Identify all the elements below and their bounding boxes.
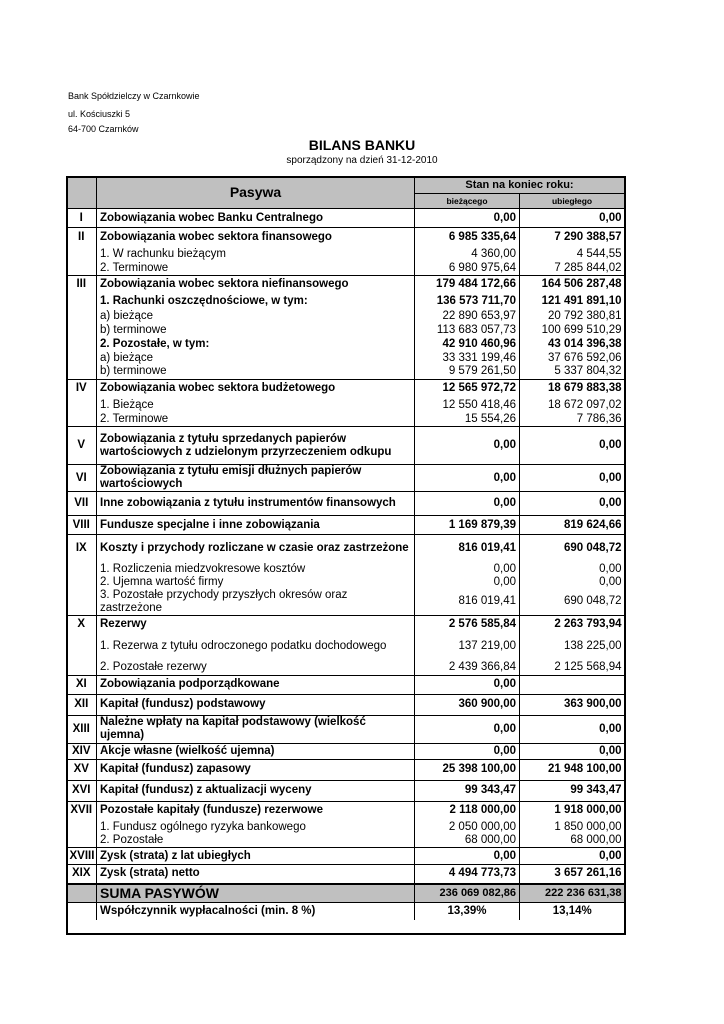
table-row: [67, 228, 625, 247]
row-number: XIX: [71, 867, 91, 880]
row-previous-value: 0,00: [599, 722, 622, 735]
header-current-year: bieżącego: [415, 194, 520, 209]
row-label: 2. Terminowe: [100, 413, 169, 425]
row-current-value: 25 398 100,00: [442, 763, 516, 775]
row-label: Kapitał (fundusz) podstawowy: [100, 698, 266, 710]
row-previous-value: 7 285 844,02: [554, 261, 622, 274]
row-previous-value: 690 048,72: [563, 595, 622, 607]
bank-city: 64-700 Czarnków: [68, 124, 139, 134]
row-label: Akcje własne (wielkość ujemna): [100, 744, 275, 757]
balance-table-body: [67, 177, 625, 884]
row-current-value: 0,00: [493, 439, 516, 451]
row-previous-value: 690 048,72: [563, 542, 622, 555]
table-row: [67, 209, 625, 228]
row-current-value: 0,00: [493, 471, 516, 484]
ratio-label: Współczynnik wypłacalności (min. 8 %): [97, 903, 415, 920]
table-row: [67, 535, 625, 563]
table-row: [67, 309, 625, 323]
row-current-value: 0,00: [493, 497, 516, 509]
row-number: VII: [74, 497, 89, 509]
row-previous-value: 21 948 100,00: [547, 763, 622, 775]
row-current-value: 2 439 366,84: [448, 660, 516, 673]
row-previous-value: 18 679 883,38: [547, 382, 622, 395]
table-row: [67, 294, 625, 309]
row-previous-value: 18 672 097,02: [547, 399, 622, 411]
table-row: [67, 365, 625, 379]
sum-row: [67, 884, 625, 903]
header-stan: Stan na koniec roku:: [415, 177, 625, 194]
row-previous-value: 1 918 000,00: [554, 804, 622, 817]
table-row: [67, 780, 625, 801]
row-label: Zobowiązania wobec sektora budżetowego: [100, 382, 336, 395]
row-label: b) terminowe: [100, 365, 167, 378]
row-previous-value: 99 343,47: [570, 784, 622, 796]
row-previous-value: 138 225,00: [563, 640, 622, 652]
row-label: Fundusze specjalne i inne zobowiązania: [100, 518, 320, 531]
row-label: 3. Pozostałe przychody przyszłych okresów oraz zastrzeżone: [100, 588, 348, 614]
balance-table: [66, 176, 625, 920]
bank-street: ul. Kościuszki 5: [68, 109, 131, 119]
row-current-value: 68 000,00: [464, 834, 516, 846]
row-previous-value: 0,00: [599, 211, 622, 224]
row-label: Pozostałe kapitały (fundusze) rezerwowe: [100, 804, 324, 817]
row-previous-value: 0,00: [599, 562, 622, 575]
row-current-value: 0,00: [493, 849, 516, 862]
row-number: II: [78, 230, 85, 243]
row-previous-value: 5 337 804,32: [554, 365, 622, 378]
row-number: XIV: [71, 744, 91, 757]
row-previous-value: 1 850 000,00: [554, 820, 622, 833]
table-row: [67, 275, 625, 294]
bank-name: Bank Spółdzielczy w Czarnkowie: [68, 91, 200, 101]
row-current-value: 0,00: [493, 722, 516, 735]
row-label: Rezerwy: [100, 617, 147, 630]
table-row: [67, 715, 625, 743]
row-current-value: 6 985 335,64: [448, 230, 516, 243]
row-label: 1. W rachunku bieżącym: [100, 247, 226, 260]
row-number: VI: [75, 471, 87, 484]
table-row: [67, 865, 625, 884]
row-label: 2. Pozostałe, w tym:: [100, 337, 210, 350]
row-label: 2. Pozostałe: [100, 834, 164, 846]
ratio-current: 13,39%: [415, 903, 520, 920]
row-current-value: 12 550 418,46: [442, 399, 516, 411]
ratio-row: [67, 903, 625, 920]
row-previous-value: 4 544,55: [576, 247, 622, 260]
row-label: 1. Rezerwa z tytułu odroczonego podatku dochodowego: [100, 640, 387, 652]
row-label: Inne zobowiązania z tytułu instrumentów finansowych: [100, 497, 396, 509]
row-previous-value: 68 000,00: [570, 834, 622, 846]
row-label: Należne wpłaty na kapitał podstawowy (wielkość ujemna): [100, 716, 366, 741]
row-current-value: 360 900,00: [458, 698, 516, 710]
row-previous-value: 819 624,66: [563, 518, 622, 531]
row-current-value: 22 890 653,97: [442, 309, 516, 322]
table-row: [67, 820, 625, 834]
row-current-value: 9 579 261,50: [448, 365, 516, 378]
row-number: XII: [74, 698, 89, 710]
table-row: [67, 615, 625, 633]
table-row: [67, 398, 625, 413]
row-number: X: [77, 617, 86, 630]
row-number: XI: [75, 678, 87, 690]
row-label: a) bieżące: [100, 309, 154, 322]
table-row: [67, 337, 625, 351]
row-current-value: 4 360,00: [471, 247, 516, 260]
table-row: [67, 848, 625, 865]
row-label: 1. Fundusz ogólnego ryzyka bankowego: [100, 820, 306, 833]
row-previous-value: 100 699 510,29: [541, 323, 622, 336]
row-previous-value: 37 676 592,06: [547, 351, 622, 364]
row-number: XIII: [72, 722, 90, 735]
row-current-value: 99 343,47: [464, 784, 516, 796]
row-current-value: 137 219,00: [458, 640, 516, 652]
table-row: [67, 633, 625, 660]
row-number: III: [76, 278, 87, 291]
header-num-cell: [67, 177, 97, 209]
row-label: Koszty i przychody rozliczane w czasie oraz zastrzeżone: [100, 542, 409, 555]
row-label: Zysk (strata) z lat ubiegłych: [100, 849, 251, 862]
row-number: XVIII: [69, 849, 95, 862]
row-current-value: 4 494 773,73: [448, 867, 516, 880]
table-row: [67, 247, 625, 262]
row-label: 1. Rachunki oszczędnościowe, w tym:: [100, 295, 308, 307]
table-row: [67, 576, 625, 589]
sum-current: 236 069 082,86: [415, 884, 520, 903]
row-label: 2. Terminowe: [100, 261, 169, 274]
row-label: Zobowiązania z tytułu emisji dłużnych papierów wartościowych: [100, 465, 362, 490]
row-number: V: [77, 439, 86, 451]
row-number: XVII: [70, 804, 93, 817]
table-row: [67, 801, 625, 820]
row-current-value: 15 554,26: [464, 413, 516, 425]
table-row: [67, 660, 625, 675]
row-previous-value: 0,00: [599, 471, 622, 484]
table-row: [67, 694, 625, 715]
row-previous-value: 0,00: [599, 439, 622, 451]
ratio-previous: 13,14%: [520, 903, 625, 920]
row-label: 1. Rozliczenia miedzvokresowe kosztów: [100, 562, 306, 575]
row-previous-value: 0,00: [599, 575, 622, 588]
row-current-value: 0,00: [493, 211, 516, 224]
table-row: [67, 589, 625, 616]
row-current-value: 816 019,41: [458, 595, 516, 607]
row-number: IX: [75, 542, 87, 555]
row-previous-value: 2 263 793,94: [554, 617, 622, 630]
table-row: [67, 759, 625, 780]
sum-previous: 222 236 631,38: [520, 884, 625, 903]
row-current-value: 12 565 972,72: [442, 382, 516, 395]
table-row: [67, 465, 625, 492]
row-previous-value: 20 792 380,81: [547, 309, 622, 322]
document-subtitle: sporządzony na dzień 31-12-2010: [286, 155, 438, 166]
row-number: XVI: [71, 784, 91, 796]
row-previous-value: 7 290 388,57: [554, 230, 622, 243]
row-label: Zobowiązania podporządkowane: [100, 678, 280, 690]
row-previous-value: 363 900,00: [563, 698, 622, 710]
row-previous-value: 43 014 396,38: [547, 337, 622, 350]
row-current-value: 136 573 711,70: [436, 295, 516, 307]
row-number: IV: [75, 382, 87, 395]
row-current-value: 2 576 585,84: [448, 617, 516, 630]
row-current-value: 2 050 000,00: [448, 820, 516, 833]
table-row: [67, 323, 625, 337]
row-current-value: 0,00: [493, 562, 516, 575]
table-row: [67, 834, 625, 848]
header-previous-year: ubiegłego: [520, 194, 625, 209]
row-label: Zysk (strata) netto: [100, 867, 200, 880]
row-number: I: [79, 211, 83, 224]
row-current-value: 179 484 172,66: [436, 278, 516, 291]
row-current-value: 0,00: [493, 744, 516, 757]
row-label: Zobowiązania z tytułu sprzedanych papierów wartościowych z udzielonym przyrzeczeniem odkupu: [100, 432, 392, 458]
table-row: [67, 516, 625, 535]
table-row: [67, 427, 625, 465]
row-current-value: 0,00: [493, 678, 516, 690]
row-current-value: 6 980 975,64: [448, 261, 516, 274]
table-row: [67, 379, 625, 398]
row-previous-value: 121 491 891,10: [541, 295, 622, 307]
row-previous-value: 0,00: [599, 497, 622, 509]
row-label: Zobowiązania wobec sektora niefinansowego: [100, 278, 349, 291]
row-label: Kapitał (fundusz) z aktualizacji wyceny: [100, 784, 312, 796]
row-previous-value: 2 125 568,94: [554, 660, 622, 673]
row-label: a) bieżące: [100, 351, 154, 364]
row-previous-value: 7 786,36: [576, 413, 622, 425]
row-label: Zobowiązania wobec Banku Centralnego: [100, 211, 324, 224]
table-row: [67, 413, 625, 427]
row-previous-value: 164 506 287,48: [541, 278, 622, 291]
table-row: [67, 351, 625, 365]
row-previous-value: 0,00: [599, 849, 622, 862]
table-row: [67, 262, 625, 276]
row-number: VIII: [72, 518, 90, 531]
row-label: 1. Bieżące: [100, 399, 154, 411]
row-current-value: 42 910 460,96: [442, 337, 516, 350]
row-previous-value: 3 657 261,16: [554, 867, 622, 880]
table-row: [67, 563, 625, 576]
row-current-value: 2 118 000,00: [449, 804, 516, 817]
table-row: [67, 492, 625, 516]
row-current-value: 816 019,41: [458, 542, 516, 555]
row-label: Zobowiązania wobec sektora finansowego: [100, 230, 332, 243]
row-label: Kapitał (fundusz) zapasowy: [100, 763, 251, 775]
row-label: 2. Ujemna wartość firmy: [100, 575, 224, 588]
row-previous-value: 0,00: [599, 744, 622, 757]
table-row: [67, 675, 625, 694]
table-header-row: [67, 177, 625, 194]
row-current-value: 1 169 879,39: [448, 518, 516, 531]
section-title: Pasywa: [97, 177, 415, 209]
row-label: 2. Pozostałe rezerwy: [100, 660, 207, 673]
row-number: XV: [73, 763, 89, 775]
row-current-value: 33 331 199,46: [442, 351, 516, 364]
row-current-value: 113 683 057,73: [436, 323, 516, 336]
table-row: [67, 743, 625, 759]
sum-label: SUMA PASYWÓW: [97, 884, 415, 903]
row-label: b) terminowe: [100, 323, 167, 336]
document-title: BILANS BANKU: [308, 137, 416, 153]
row-current-value: 0,00: [493, 575, 516, 588]
